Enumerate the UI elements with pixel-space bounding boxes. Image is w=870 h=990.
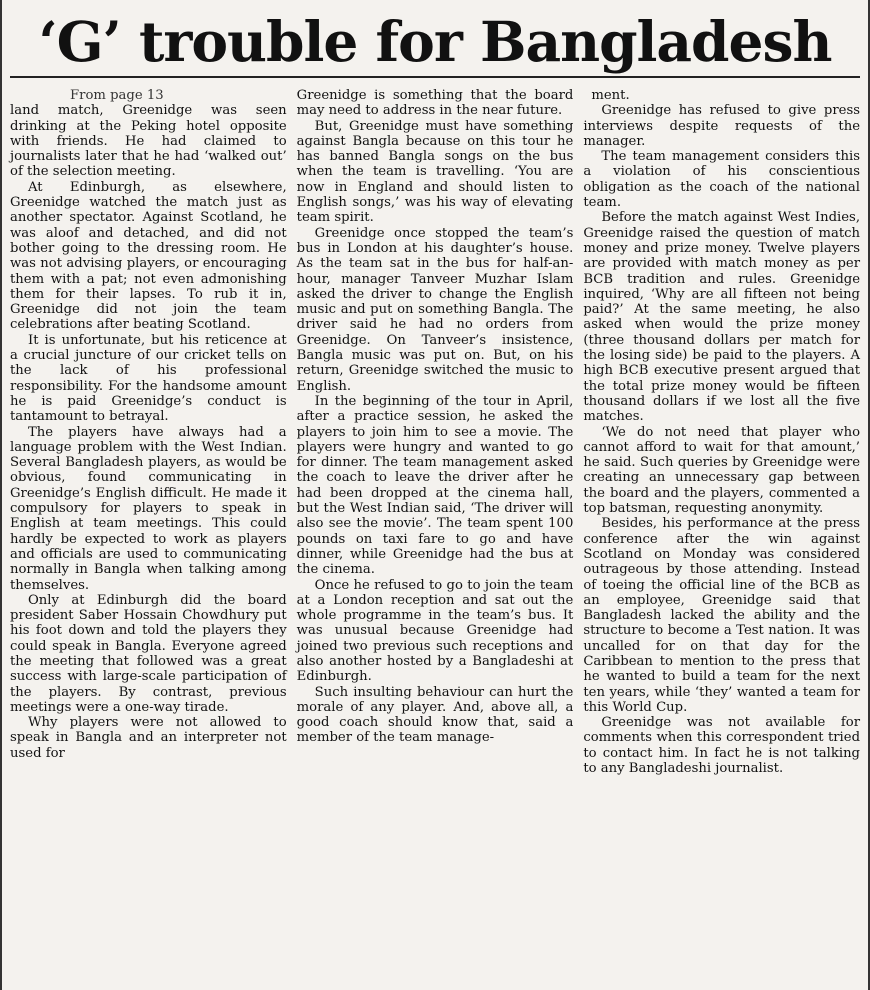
paragraph: land match, Greenidge was seen drinking at the Peking hotel opposite with friends. He had claimed to journalists later that he had ‘walked out’ of the selection meeting. [10, 103, 287, 180]
paragraph: Such insulting behaviour can hurt the morale of any player. And, above all, a good coach should know that, said a member of the team manage- [296, 684, 574, 746]
article-column-3 [583, 88, 860, 776]
paragraph: Besides, his performance at the press conference after the win against Scotland on Monday was considered outrageous by those attending. Instead of toeing the official line of the BCB as an employee, Greenidge said that Bangladesh lacked the ability and the structure to become a Test nation. It was uncalled for on that day for the Caribbean to mention to the press that he wanted to build a team for the next ten years, while ‘they’ wanted a team for this World Cup. [583, 516, 861, 715]
paragraph: ‘We do not need that player who cannot afford to wait for that amount,’ he said. Such queries by Greenidge were creating an unnecessary gap between the board and the players, commented a top batsman, requesting anonymity. [583, 424, 861, 517]
article-column-2 [297, 88, 574, 776]
paragraph: Greenidge was not available for comments when this correspondent tried to contact him. In fact he is not talking to any Bangladeshi journalist. [583, 715, 861, 777]
paragraph: ment. [591, 88, 630, 103]
paragraph: It is unfortunate, but his reticence at a crucial juncture of our cricket tells on the lack of his professional responsibility. For the handsome amount he is paid Greenidge’s conduct is tantamount to betrayal. [10, 332, 287, 425]
paragraph: Greenidge once stopped the team’s bus in London at his daughter’s house. As the team sat in the bus for half-an-hour, manager Tanveer Muzhar Islam asked the driver to change the English music and put on something Bangla. The driver said he had no orders from Greenidge. On Tanveer’s insistence, Bangla music was put on. But, on his return, Greenidge switched the music to English. [296, 225, 574, 394]
paragraph: Only at Edinburgh did the board president Saber Hossain Chowdhury put his foot down and told the players they could speak in Bangla. Everyone agreed the meeting that followed was a great success with large-scale participation of the players. By contrast, previous meetings were a one-way tirade. [10, 592, 287, 715]
paragraph: Before the match against West Indies, Greenidge raised the question of match money and prize money. Twelve players are provided with match money as per BCB tradition and rules. Greenidge inquired, ‘Why are all fifteen not being paid?’ At the same meeting, he also asked when would the prize money (three thousand dollars per match for the losing side) be paid to the players. A high BCB executive present argued that the total prize money would be fifteen thousand dollars if we lost all the five matches. [583, 210, 861, 425]
paragraph: The team management considers this a violation of his conscientious obligation as the coach of the national team. [583, 149, 861, 211]
paragraph: But, Greenidge must have something against Bangla because on this tour he has banned Bangla songs on the bus when the team is travelling. ‘You are now in England and should listen to English songs,’ was his way of elevating team spirit. [296, 118, 574, 226]
paragraph: At Edinburgh, as elsewhere, Greenidge watched the match just as another spectator. Against Scotland, he was aloof and detached, and did not bother going to the dressing room. He was not advising players, or encouraging them with a pat; not even admonishing them for their lapses. To rub it in, Greenidge did not join the team celebrations after beating Scotland. [10, 179, 287, 333]
paragraph: The players have always had a language problem with the West Indian. Several Bangladesh players, as would be obvious, found communicating in Greenidge’s English difficult. He made it compulsory for players to speak in English at team meetings. This could hardly be expected to work as players and officials are used to communicating normally in Bangla when talking among themselves. [10, 424, 287, 593]
headline-rule [10, 76, 860, 78]
article-column-1 [10, 88, 287, 776]
paragraph: In the beginning of the tour in April, after a practice session, he asked the players to join him to see a movie. The players were hungry and wanted to go for dinner. The team management asked the coach to leave the driver after he had been dropped at the cinema hall, but the West Indian said, ‘The driver will also see the movie’. The team spent 100 pounds on taxi fare to go and have dinner, while Greenidge had the bus at the cinema. [296, 393, 574, 578]
paragraph: Greenidge has refused to give press interviews despite requests of the manager. [583, 103, 861, 149]
paragraph: Once he refused to go to join the team at a London reception and sat out the whole programme in the team’s bus. It was unusual because Greenidge had joined two previous such receptions and also another hosted by a Bangladeshi at Edinburgh. [296, 577, 574, 685]
continued-from-note: From page 13 [70, 88, 164, 103]
article-columns [10, 88, 860, 776]
paragraph: Greenidge is something that the board may need to address in the near future. [296, 88, 574, 119]
headline: ‘G’ trouble for Bangladesh [38, 9, 832, 74]
paragraph: Why players were not allowed to speak in Bangla and an interpreter not used for [10, 715, 287, 761]
